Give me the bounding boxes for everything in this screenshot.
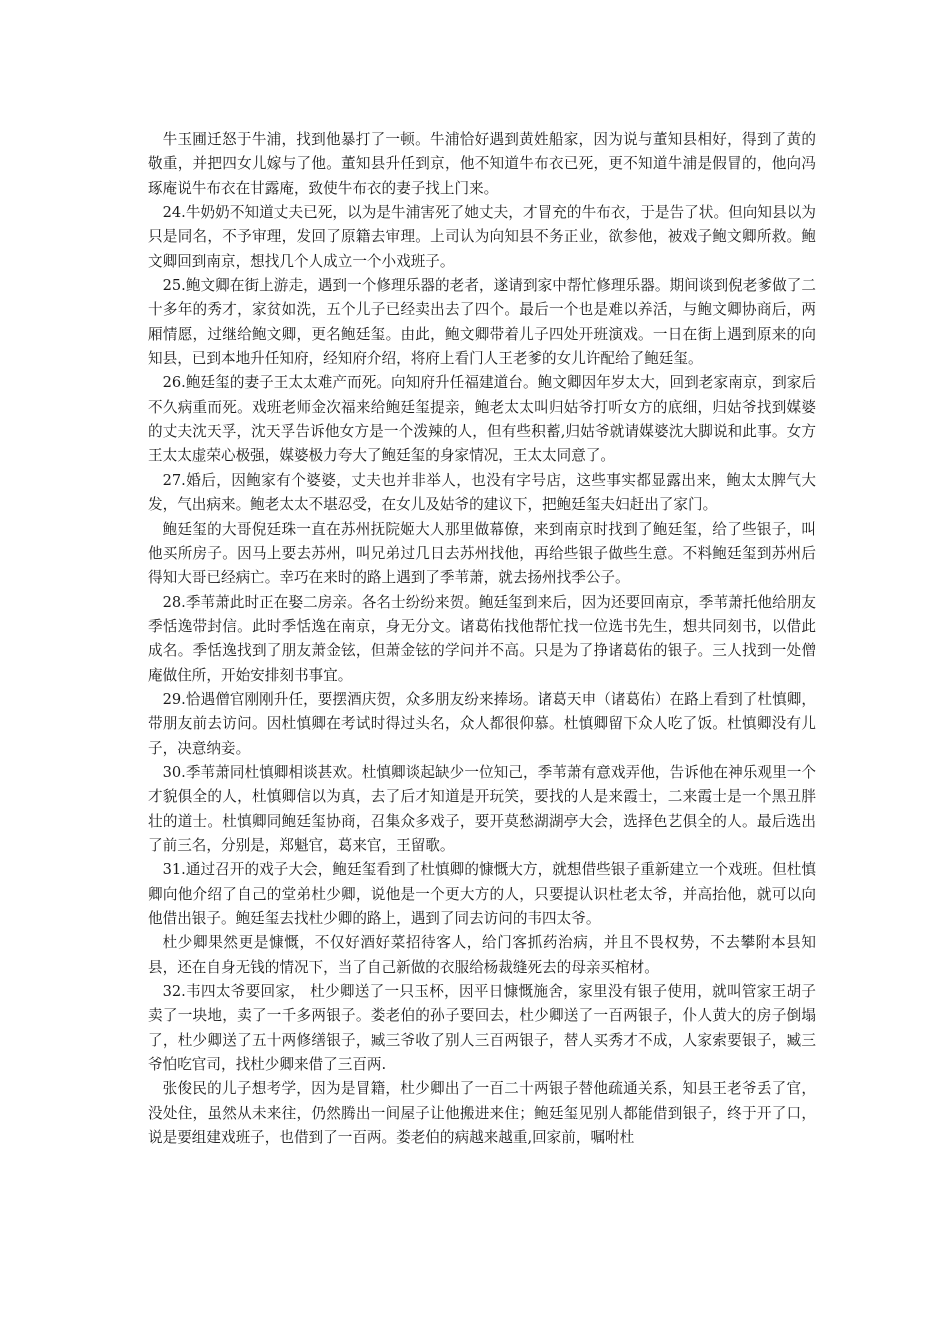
paragraph: 24.牛奶奶不知道丈夫已死，以为是牛浦害死了她丈夫，才冒充的牛布衣，于是告了状。但向知县以为只是同名，不予审理，发回了原籍去审理。上司认为向知县不务正业，欲参他，被戏子鲍文卿所救。鲍文卿回到南京，想找几个人成立一个小戏班子。 <box>148 204 816 270</box>
paragraph: 29.恰遇僧官刚刚升任，要摆酒庆贺，众多朋友纷来捧场。诸葛天申（诸葛佑）在路上看到了杜慎卿，带朋友前去访问。因杜慎卿在考试时得过头名，众人都很仰慕。杜慎卿留下众人吃了饭。杜慎卿没有儿子，决意纳妾。 <box>148 690 816 757</box>
paragraph: 28.季苇萧此时正在娶二房亲。各名士纷纷来贺。鲍廷玺到来后，因为还要回南京，季苇萧托他给朋友季恬逸带封信。此时季恬逸在南京，身无分文。诸葛佑找他帮忙找一位选书先生，想共同刻书，以借此成名。季恬逸找到了朋友萧金铉，但萧金铉的学问并不高。只是为了挣诸葛佑的银子。三人找到一处僧庵做住所，开始安排刻书事宜。 <box>148 593 816 684</box>
paragraph: 牛玉圃迁怒于牛浦，找到他暴打了一顿。牛浦恰好遇到黄姓船家，因为说与董知县相好，得到了黄的敬重，并把四女儿嫁与了他。董知县升任到京，他不知道牛布衣已死，更不知道牛浦是假冒的，他向冯琢庵说牛布衣在甘露庵，致使牛布衣的妻子找上门来。 <box>148 131 816 197</box>
paragraph: 30.季苇萧同杜慎卿相谈甚欢。杜慎卿谈起缺少一位知己，季苇萧有意戏弄他，告诉他在神乐观里一个才貌俱全的人，杜慎卿信以为真，去了后才知道是开玩笑，要找的人是来霞士，二来霞士是一个黑丑胖壮的道士。杜慎卿同鲍廷玺协商，召集众多戏子，要开莫愁湖湖亭大会，选择色艺俱全的人。最后选出了前三名，分别是，郑魁官，葛来官，王留歌。 <box>148 763 816 854</box>
paragraph: 27.婚后，因鲍家有个婆婆，丈夫也并非举人，也没有字号店，这些事实都显露出来，鲍太太脾气大发，气出病来。鲍老太太不堪忍受，在女儿及姑爷的建议下，把鲍廷玺夫妇赶出了家门。 <box>148 471 816 514</box>
body-text <box>148 128 816 1150</box>
paragraph: 张俊民的儿子想考学，因为是冒籍，杜少卿出了一百二十两银子替他疏通关系，知县王老爷丢了官，没处住，虽然从未来往，仍然腾出一间屋子让他搬进来住；鲍廷玺见别人都能借到银子，终于开了口，说是要组建戏班子，也借到了一百两。娄老伯的病越来越重,回家前，嘱咐杜 <box>148 1080 816 1147</box>
paragraph: 鲍廷玺的大哥倪廷珠一直在苏州抚院姬大人那里做幕僚，来到南京时找到了鲍廷玺，给了些银子，叫他买所房子。因马上要去苏州，叫兄弟过几日去苏州找他，再给些银子做些生意。不料鲍廷玺到苏州后得知大哥已经病亡。幸巧在来时的路上遇到了季苇萧，就去扬州找季公子。 <box>148 520 816 587</box>
paragraph: 25.鲍文卿在街上游走，遇到一个修理乐器的老者，遂请到家中帮忙修理乐器。期间谈到倪老爹做了二十多年的秀才，家贫如洗，五个儿子已经卖出去了四个。最后一个也是难以养活，与鲍文卿协商后，两厢情愿，过继给鲍文卿，更名鲍廷玺。由此，鲍文卿带着儿子四处开班演戏。一日在街上遇到原来的向知县，已到本地升任知府，经知府介绍，将府上看门人王老爹的女儿许配给了鲍廷玺。 <box>148 277 816 368</box>
paragraph: 杜少卿果然更是慷慨，不仅好酒好菜招待客人，给门客抓药治病，并且不畏权势，不去攀附本县知县，还在自身无钱的情况下，当了自己新做的衣服给杨裁缝死去的母亲买棺材。 <box>148 934 816 976</box>
paragraph: 26.鲍廷玺的妻子王太太难产而死。向知府升任福建道台。鲍文卿因年岁太大，回到老家南京，到家后不久病重而死。戏班老师金次福来给鲍廷玺提亲，鲍老太太叫归姑爷打听女方的底细，归姑爷找到媒婆的丈夫沈天孚，沈天孚告诉他女方是一个泼辣的人，但有些积蓄,归姑爷就请媒婆沈大脚说和此事。女方王太太虚荣心极强，媒婆极力夸大了鲍廷玺的身家情况，王太太同意了。 <box>148 374 816 465</box>
paragraph: 31.通过召开的戏子大会，鲍廷玺看到了杜慎卿的慷慨大方，就想借些银子重新建立一个戏班。但杜慎卿向他介绍了自己的堂弟杜少卿，说他是一个更大方的人，只要提认识杜老太爷，并高抬他，就可以向他借出银子。鲍廷玺去找杜少卿的路上，遇到了同去访问的韦四太爷。 <box>148 861 816 927</box>
paragraph: 32.韦四太爷要回家， 杜少卿送了一只玉杯，因平日慷慨施舍，家里没有银子使用，就叫管家王胡子卖了一块地，卖了一千多两银子。娄老伯的孙子要回去，杜少卿送了一百两银子，仆人黄大的房子倒塌了，杜少卿送了五十两修缮银子，臧三爷收了别人三百两银子，替人买秀才不成，人家索要银子，臧三爷怕吃官司，找杜少卿来借了三百两. <box>148 983 816 1074</box>
